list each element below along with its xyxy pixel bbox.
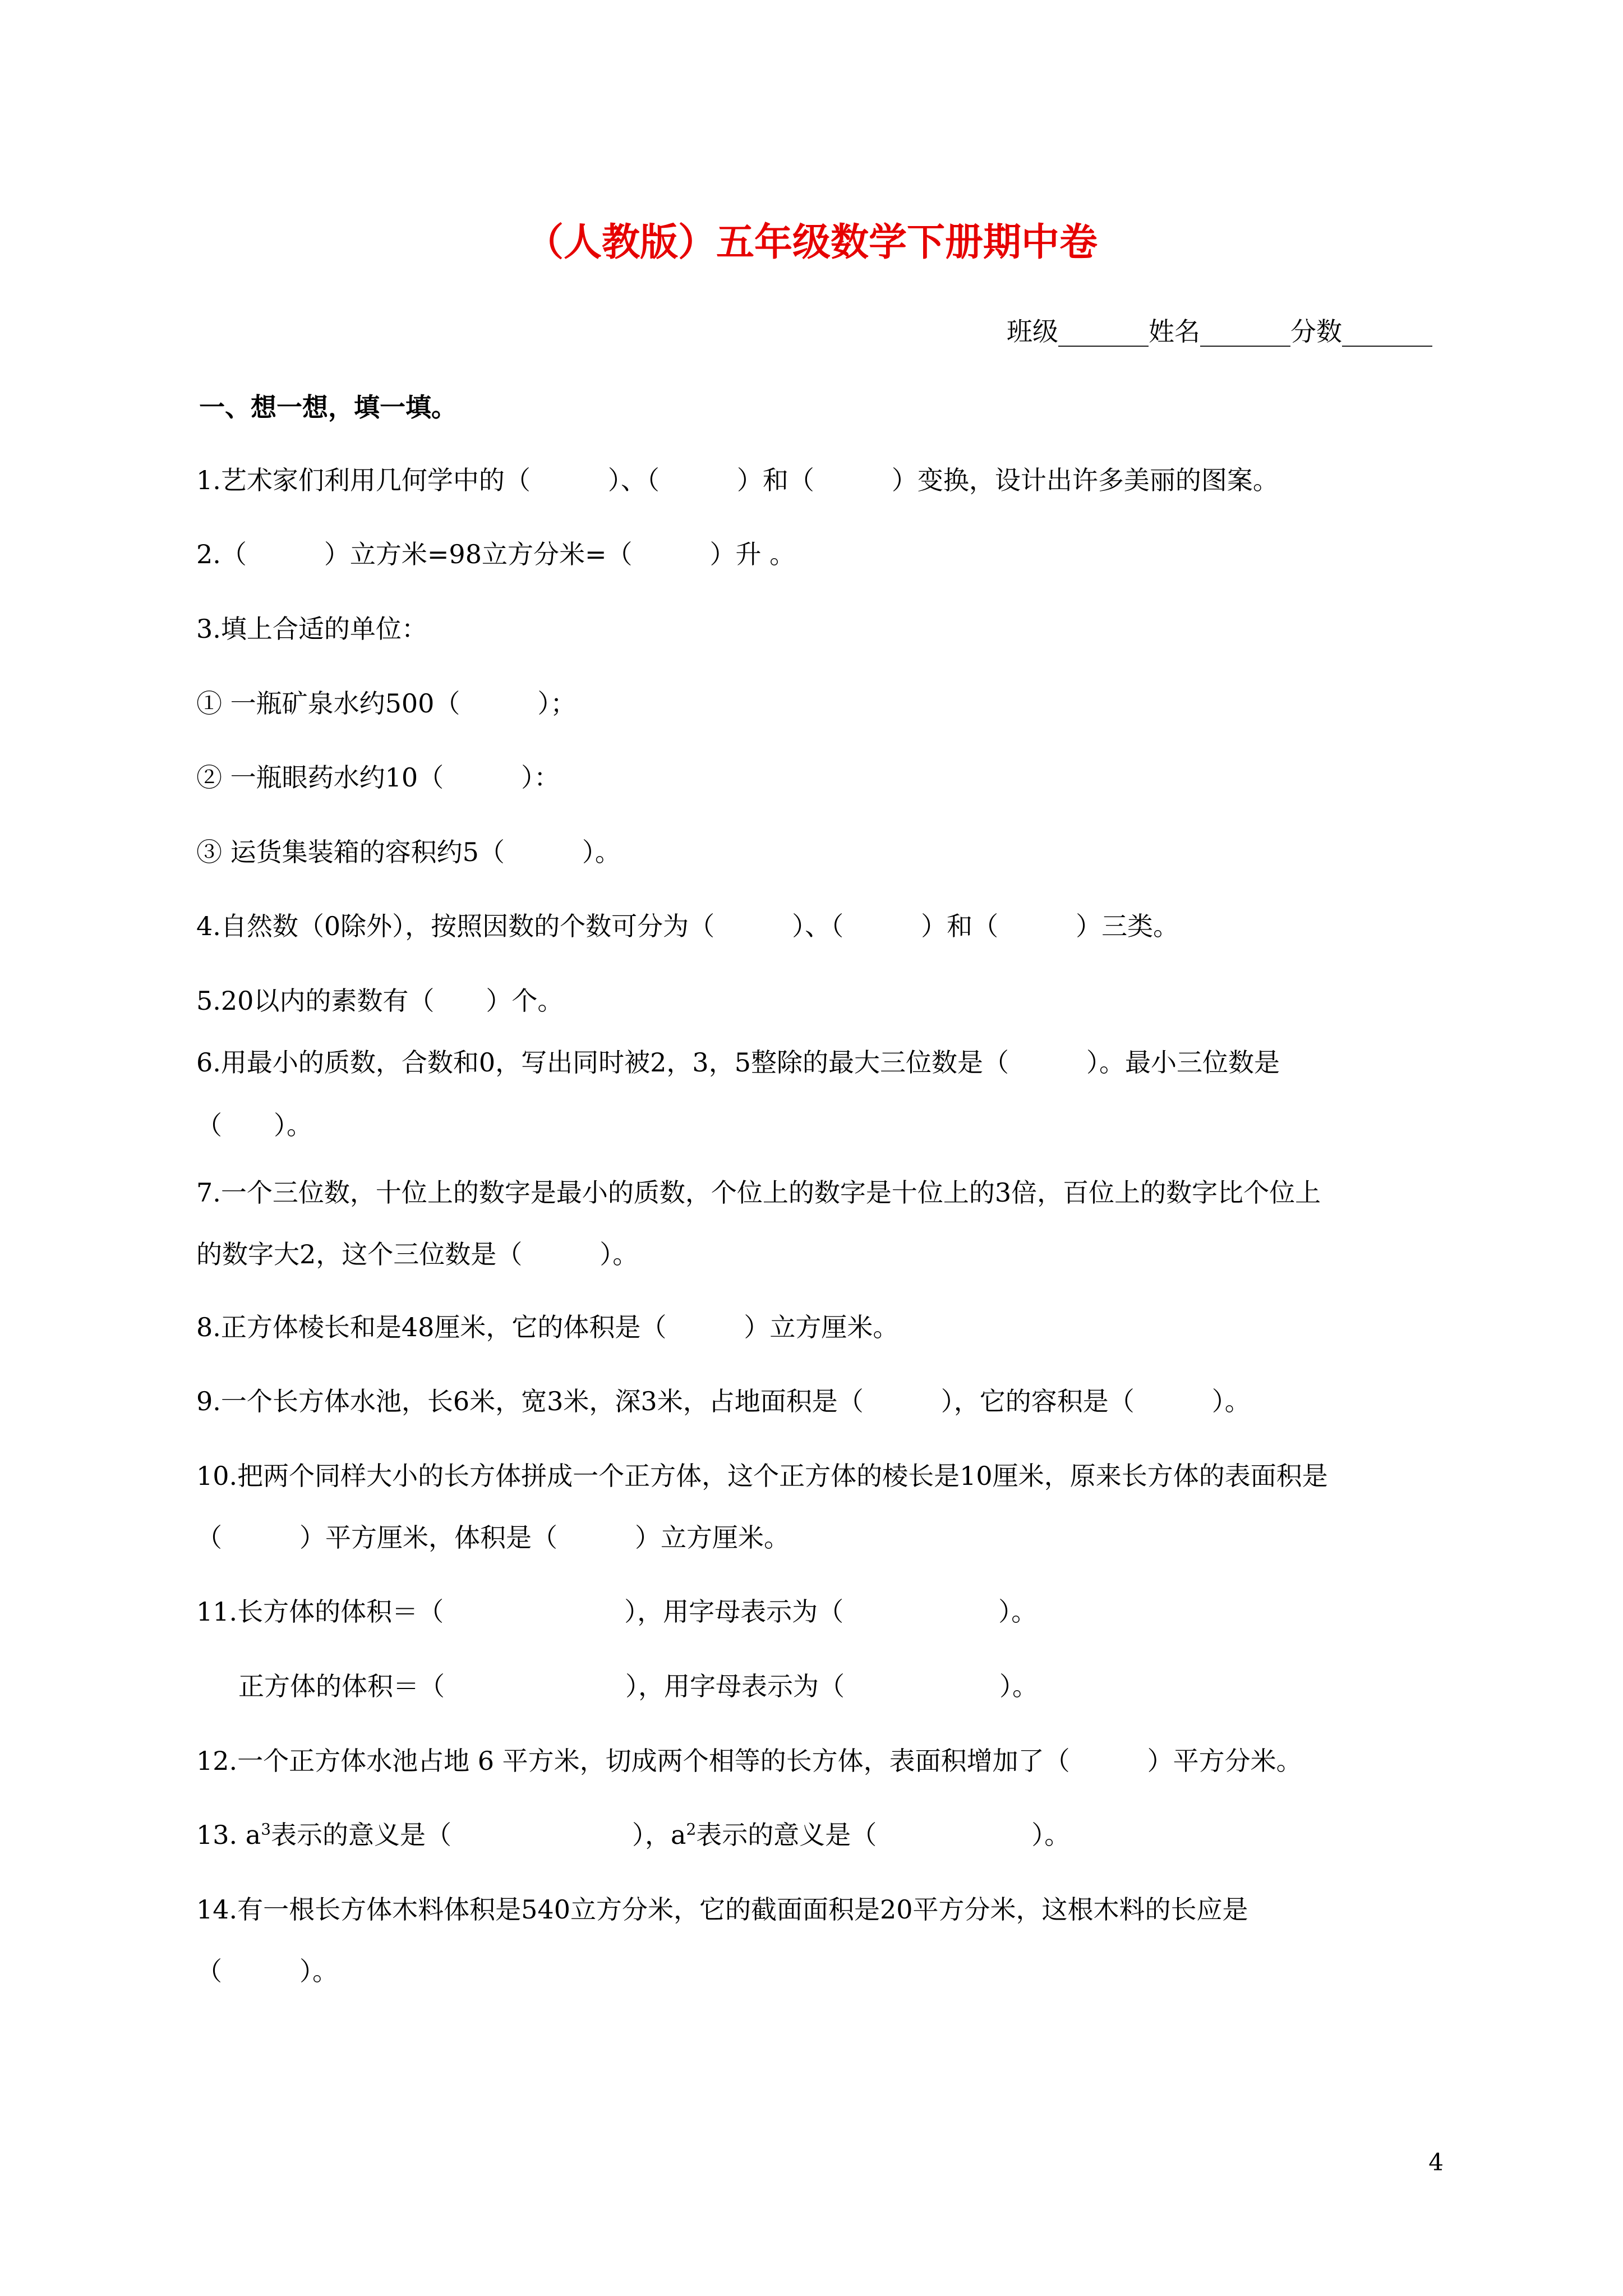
question-10-line-1: 10.把两个同样大小的长方体拼成一个正方体，这个正方体的棱长是10厘米，原来长方体的表面积是 [196, 1461, 1328, 1491]
question-11-line-1: 11.长方体的体积＝（ ），用字母表示为（ ）。 [196, 1596, 1038, 1627]
page-number: 4 [1428, 2148, 1444, 2176]
question-5: 5.20以内的素数有（ ）个。 [196, 986, 564, 1016]
question-14-line-2: （ ）。 [196, 1956, 338, 1986]
question-13-part-a: 13. a [196, 1820, 261, 1850]
question-13-part-c: 表示的意义是（ ）。 [696, 1820, 1071, 1850]
question-13-part-b: 表示的意义是（ ），a [271, 1820, 686, 1850]
question-7-line-2: 的数字大2，这个三位数是（ ）。 [196, 1239, 639, 1269]
page-title: （人教版）五年级数学下册期中卷 [525, 220, 1098, 265]
question-9: 9.一个长方体水池，长6米，宽3米，深3米，占地面积是（ ），它的容积是（ ）。 [196, 1386, 1251, 1416]
question-3-item-2: ② 一瓶眼药水约10（ ）： [196, 762, 560, 793]
question-3-item-3: ③ 运货集装箱的容积约5（ ）。 [196, 837, 621, 867]
question-11-line-2: 正方体的体积＝（ ），用字母表示为（ ）。 [238, 1671, 1038, 1701]
superscript-2: 2 [686, 1820, 697, 1839]
question-3-item-1: ① 一瓶矿泉水约500（ ）； [196, 688, 577, 719]
question-10-line-2: （ ）平方厘米，体积是（ ）立方厘米。 [196, 1522, 790, 1553]
question-8: 8.正方体棱长和是48厘米，它的体积是（ ）立方厘米。 [196, 1312, 899, 1342]
question-2: 2.（ ）立方米=98立方分米=（ ）升 。 [196, 539, 796, 569]
question-14-line-1: 14.有一根长方体木料体积是540立方分米，它的截面面积是20平方分米，这根木料的长应是 [196, 1894, 1248, 1925]
student-info-line: 班级_______姓名_______分数_______ [1007, 316, 1432, 347]
question-7-line-1: 7.一个三位数，十位上的数字是最小的质数，个位上的数字是十位上的3倍，百位上的数字比个位上 [196, 1177, 1321, 1208]
question-1: 1.艺术家们利用几何学中的（ ）、（ ）和（ ）变换，设计出许多美丽的图案。 [196, 465, 1279, 495]
question-6-line-2: （ ）。 [196, 1110, 312, 1140]
question-6-line-1: 6.用最小的质数，合数和0，写出同时被2，3，5整除的最大三位数是（ ）。最小三位数是 [196, 1047, 1280, 1078]
question-4: 4.自然数（0除外），按照因数的个数可分为（ ）、（ ）和（ ）三类。 [196, 911, 1179, 941]
question-3: 3.填上合适的单位： [196, 614, 427, 644]
question-13 [196, 1815, 1070, 1852]
section-1-heading: 一、想一想，填一填。 [199, 392, 457, 422]
superscript-3: 3 [261, 1820, 271, 1839]
question-12: 12.一个正方体水池占地 6 平方米，切成两个相等的长方体，表面积增加了（ ）平方分米。 [196, 1746, 1302, 1776]
